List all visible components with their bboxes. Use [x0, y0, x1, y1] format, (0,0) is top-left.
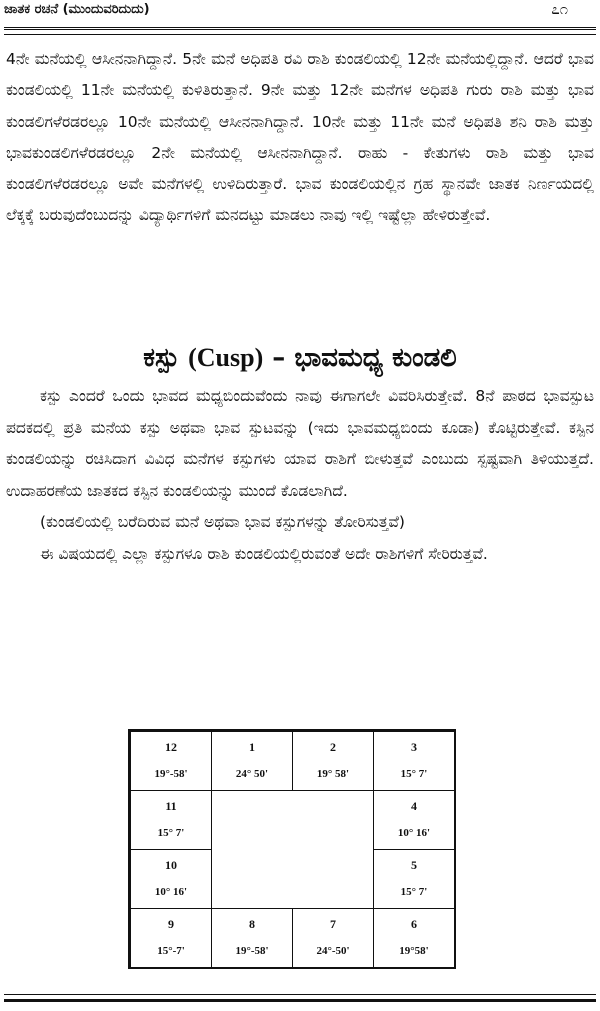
- chart-cell-house-4: [373, 790, 455, 850]
- page-number: ೭೧: [551, 0, 568, 18]
- chart-cell-house-5: [373, 849, 455, 909]
- cusp-degree: 19°-58': [154, 768, 188, 780]
- cusp-degree: 19° 58': [316, 768, 350, 780]
- cusp-degree: 15° 7': [157, 827, 185, 839]
- footer-rule-thick: [4, 999, 596, 1002]
- body-paragraph-1: [6, 44, 594, 232]
- house-number: 10: [165, 858, 177, 872]
- cusp-degree: 15° 7': [400, 886, 428, 898]
- section-heading: [0, 338, 600, 378]
- chart-cell-house-11: [130, 790, 212, 850]
- cusp-degree: 15°-7': [157, 945, 185, 957]
- chart-cell-house-8: [211, 908, 293, 968]
- house-number: 2: [330, 740, 336, 754]
- chart-cell-house-9: [130, 908, 212, 968]
- house-number: 12: [165, 740, 177, 754]
- chart-cell-house-2: [292, 731, 374, 791]
- paragraph-4: ಈ ವಿಷಯದಲ್ಲಿ ಎಲ್ಲಾ ಕಸ್ಪುಗಳೂ ರಾಶಿ ಕುಂಡಲಿಯಲ್ಲಿರುವಂತೆ ಅದೇ ರಾಶಿಗಳಿಗೆ ಸೇರಿರುತ್ತವೆ.: [40, 544, 488, 563]
- header-rule: [4, 27, 596, 33]
- house-number: 3: [411, 740, 417, 754]
- body-paragraphs-2: [6, 381, 594, 570]
- section-heading-kn1: ಕಸ್ಪು: [143, 343, 180, 373]
- chart-cell-house-12: [130, 731, 212, 791]
- section-heading-en: (Cusp): [188, 343, 264, 372]
- house-number: 8: [249, 917, 255, 931]
- cusp-degree: 19°-58': [235, 945, 269, 957]
- cusp-degree: 15° 7': [400, 768, 428, 780]
- cusp-degree: 19°58': [399, 945, 429, 957]
- running-title: ಜಾತಕ ರಚನೆ (ಮುಂದುವರಿದುದು): [4, 2, 150, 17]
- house-number: 1: [249, 740, 255, 754]
- paragraph-1: 4ನೇ ಮನೆಯಲ್ಲಿ ಆಸೀನನಾಗಿದ್ದಾನೆ. 5ನೇ ಮನೆ ಅಧಿಪತಿ ರವಿ ರಾಶಿ ಕುಂಡಲಿಯಲ್ಲಿ 12ನೇ ಮನೆಯಲ್ಲಿದ್ದಾನೆ. ಆದರೆ ಭಾವ ಕುಂಡಲಿಯಲ್ಲಿ 11ನೇ ಮನೆಯಲ್ಲಿ ಕುಳಿತಿರುತ್ತಾನೆ. 9ನೇ ಮತ್ತು 12ನೇ ಮನೆಗಳ ಅಧಿಪತಿ ಗುರು ರಾಶಿ ಮತ್ತು ಭಾವ ಕುಂಡಲಿಗಳೆರಡರಲ್ಲೂ 10ನೇ ಮನೆಯಲ್ಲಿ ಆಸೀನನಾಗಿದ್ದಾನೆ. 10ನೇ ಮತ್ತು 11ನೇ ಮನೆ ಅಧಿಪತಿ ಶನಿ ರಾಶಿ ಮತ್ತು ಭಾವಕುಂಡಲಿಗಳೆರಡರಲ್ಲೂ 2ನೇ ಮನೆಯಲ್ಲಿ ಆಸೀನನಾಗಿದ್ದಾನೆ. ರಾಹು - ಕೇತುಗಳು ರಾಶಿ ಮತ್ತು ಭಾವ ಕುಂಡಲಿಗಳೆರಡರಲ್ಲೂ ಅವೇ ಮನೆಗಳಲ್ಲಿ ಉಳಿದಿರುತ್ತಾರೆ. ಭಾವ ಕುಂಡಲಿಯಲ್ಲಿನ ಗ್ರಹ ಸ್ಥಾನವೇ ಜಾತಕ ನಿರ್ಣಯದಲ್ಲಿ ಲೆಕ್ಕಕ್ಕೆ ಬರುವುದೆಂಬುದನ್ನು ವಿದ್ಯಾರ್ಥಿಗಳಿಗೆ ಮನದಟ್ಟು ಮಾಡಲು ನಾವು ಇಲ್ಲಿ ಇಷ್ಟೆಲ್ಲಾ ಹೇಳಿರುತ್ತೇವೆ.: [6, 50, 594, 225]
- house-number: 9: [168, 917, 174, 931]
- page-header: [4, 0, 596, 24]
- cusp-chart: [128, 729, 456, 969]
- house-number: 6: [411, 917, 417, 931]
- paragraph-3: (ಕುಂಡಲಿಯಲ್ಲಿ ಬರೆದಿರುವ ಮನೆ ಅಥವಾ ಭಾವ ಕಸ್ಪುಗಳನ್ನು ತೋರಿಸುತ್ತವೆ): [40, 513, 405, 531]
- cusp-degree: 10° 16': [397, 827, 431, 839]
- chart-cell-house-3: [373, 731, 455, 791]
- chart-cell-house-1: [211, 731, 293, 791]
- header-rule-thin: [4, 34, 596, 35]
- footer-rule: [4, 994, 596, 995]
- cusp-degree: 24°-50': [316, 945, 350, 957]
- cusp-degree: 24° 50': [235, 768, 269, 780]
- chart-cell-house-10: [130, 849, 212, 909]
- house-number: 5: [411, 858, 417, 872]
- chart-cell-house-7: [292, 908, 374, 968]
- paragraph-2: ಕಸ್ಪು ಎಂದರೆ ಒಂದು ಭಾವದ ಮಧ್ಯಬಿಂದುವೆಂದು ನಾವು ಈಗಾಗಲೇ ವಿವರಿಸಿರುತ್ತೇವೆ. 8ನೆ ಪಾಠದ ಭಾವಸ್ಪುಟ ಪದಕದಲ್ಲಿ ಪ್ರತಿ ಮನೆಯ ಕಸ್ಪು ಅಥವಾ ಭಾವ ಸ್ಪುಟವನ್ನು (ಇದು ಭಾವಮಧ್ಯಬಿಂದು ಕೂಡಾ) ಕೊಟ್ಟಿರುತ್ತೇವೆ. ಕಸ್ಪಿನ ಕುಂಡಲಿಯನ್ನು ರಚಿಸಿದಾಗ ವಿವಿಧ ಮನೆಗಳ ಕಸ್ಪುಗಳು ಯಾವ ರಾಶಿಗೆ ಬೀಳುತ್ತವೆ ಎಂಬುದು ಸ್ಪಷ್ಟವಾಗಿ ತಿಳಿಯುತ್ತದೆ. ಉದಾಹರಣೆಯ ಜಾತಕದ ಕಸ್ಪಿನ ಕುಂಡಲಿಯನ್ನು ಮುಂದೆ ಕೊಡಲಾಗಿದೆ.: [6, 387, 594, 500]
- house-number: 11: [165, 799, 177, 813]
- house-number: 4: [411, 799, 417, 813]
- chart-cell-house-6: [373, 908, 455, 968]
- section-heading-kn2: – ಭಾವಮಧ್ಯ ಕುಂಡಲಿ: [272, 343, 457, 373]
- cusp-degree: 10° 16': [154, 886, 188, 898]
- house-number: 7: [330, 917, 336, 931]
